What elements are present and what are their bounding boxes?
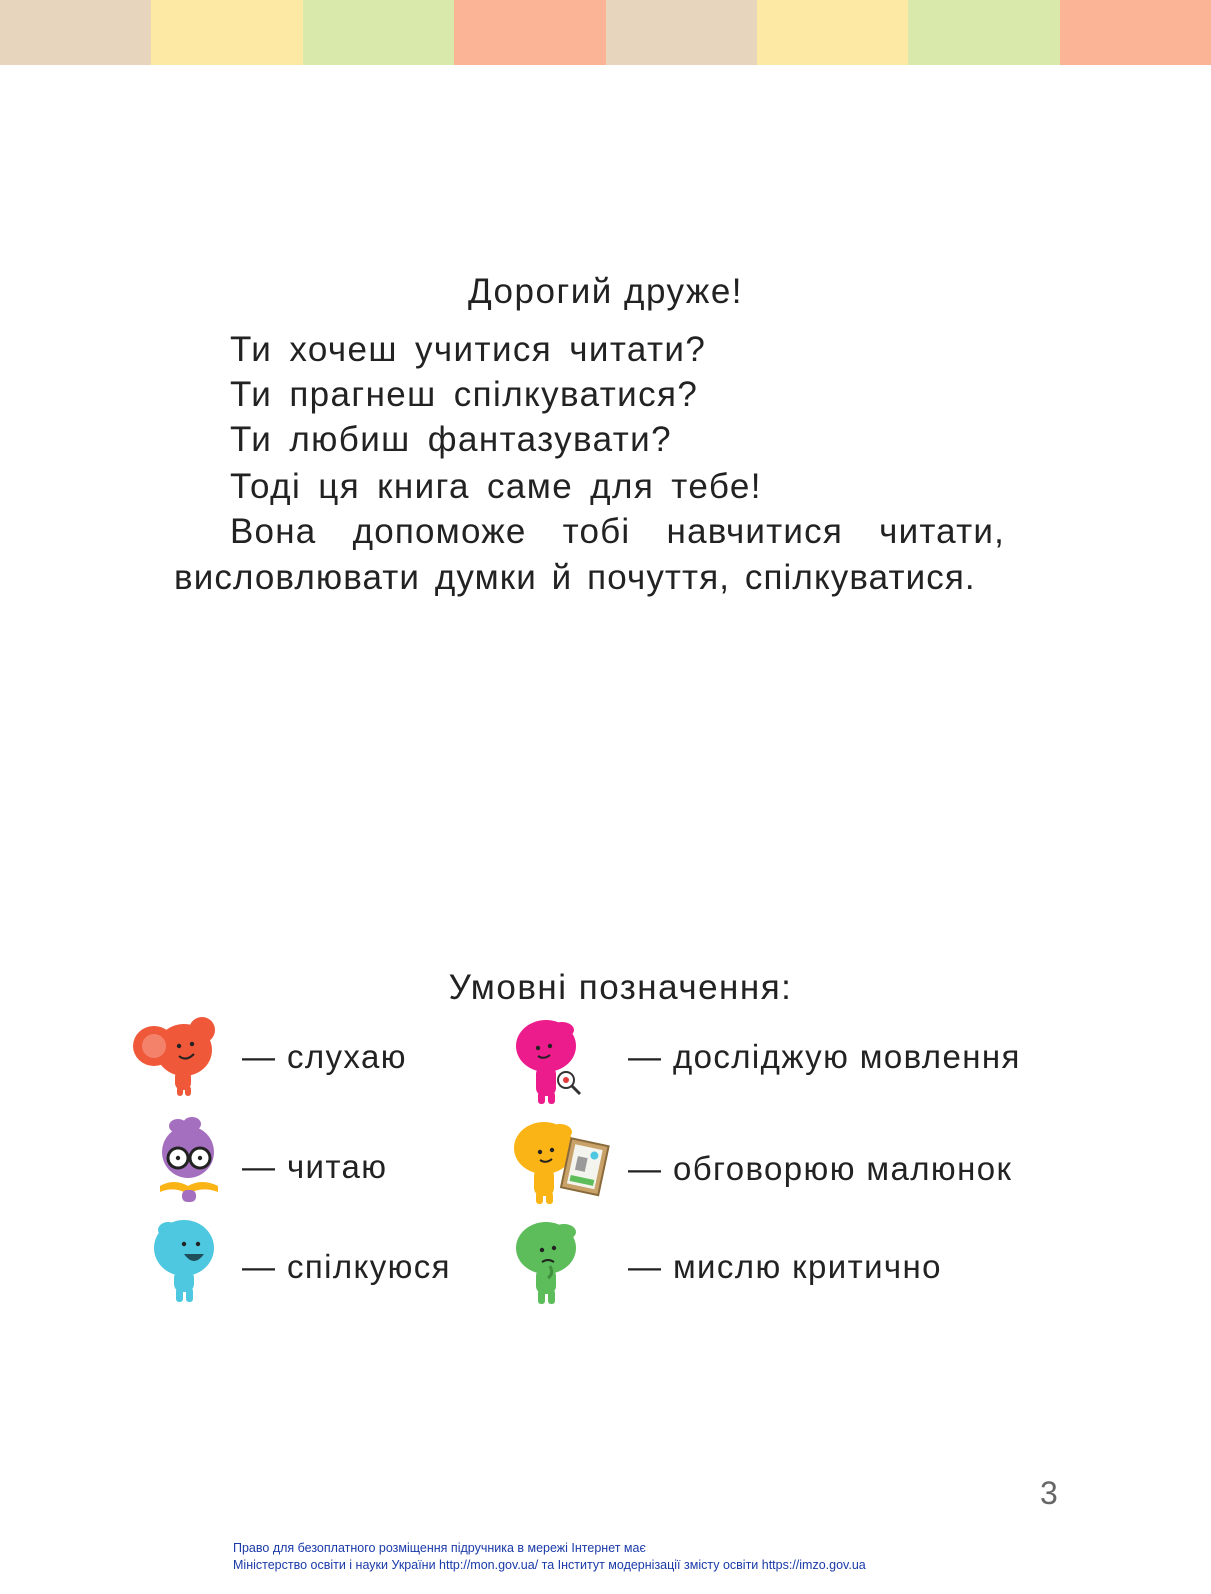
intro-line-2: Ти прагнеш спілкуватися? bbox=[230, 375, 699, 414]
legend-item-listening bbox=[132, 1010, 452, 1110]
intro-line-1: Ти хочеш учитися читати? bbox=[230, 330, 707, 369]
legend-label-researching-speech: — досліджую мовлення bbox=[628, 1038, 1021, 1075]
stripe-7 bbox=[908, 0, 1059, 65]
intro-line-4: Тоді ця книга саме для тебе! bbox=[230, 467, 762, 506]
legend-label-thinking-critically: — мислю критично bbox=[628, 1248, 942, 1285]
stripe-8 bbox=[1060, 0, 1211, 65]
communicating-character-icon bbox=[150, 1216, 220, 1306]
legend-item-reading bbox=[156, 1116, 476, 1216]
legend-item-communicating bbox=[150, 1216, 490, 1316]
stripe-6 bbox=[757, 0, 908, 65]
legend-label-listening: — слухаю bbox=[242, 1038, 407, 1075]
legend-item-discussing-picture bbox=[510, 1118, 1070, 1218]
intro-line-6: висловлювати думки й почуття, спілкуватися. bbox=[174, 558, 976, 597]
legend-label-discussing-picture: — обговорюю малюнок bbox=[628, 1150, 1013, 1187]
legend-label-reading: — читаю bbox=[242, 1148, 388, 1185]
stripe-4 bbox=[454, 0, 605, 65]
page-number: 3 bbox=[1040, 1475, 1058, 1511]
stripe-1 bbox=[0, 0, 151, 65]
color-stripe-bar bbox=[0, 0, 1211, 65]
reading-character-icon bbox=[156, 1116, 222, 1204]
legend-item-thinking-critically bbox=[510, 1218, 1070, 1318]
legend-label-communicating: — спілкуюся bbox=[242, 1248, 451, 1285]
thinking-critically-character-icon bbox=[510, 1218, 586, 1308]
researching-speech-character-icon bbox=[510, 1018, 590, 1108]
legend-item-researching-speech bbox=[510, 1018, 1070, 1118]
footer-line-1: Право для безоплатного розміщення підручника в мережі Інтернет має bbox=[233, 1541, 646, 1555]
listening-character-icon bbox=[132, 1010, 222, 1100]
footer-copyright bbox=[233, 1540, 866, 1574]
intro-line-5: Вона допоможе тобі навчитися читати, bbox=[230, 512, 1005, 551]
intro-line-3: Ти любиш фантазувати? bbox=[230, 420, 672, 459]
footer-line-2: Міністерство освіти і науки України http://mon.gov.ua/ та Інститут модернізації змісту освіти https://imzo.gov.ua bbox=[233, 1558, 866, 1572]
stripe-3 bbox=[303, 0, 454, 65]
legend-title: Умовні позначення: bbox=[448, 968, 793, 1007]
greeting-heading: Дорогий друже! bbox=[467, 272, 744, 311]
stripe-5 bbox=[606, 0, 757, 65]
stripe-2 bbox=[151, 0, 302, 65]
discussing-picture-character-icon bbox=[510, 1118, 610, 1208]
